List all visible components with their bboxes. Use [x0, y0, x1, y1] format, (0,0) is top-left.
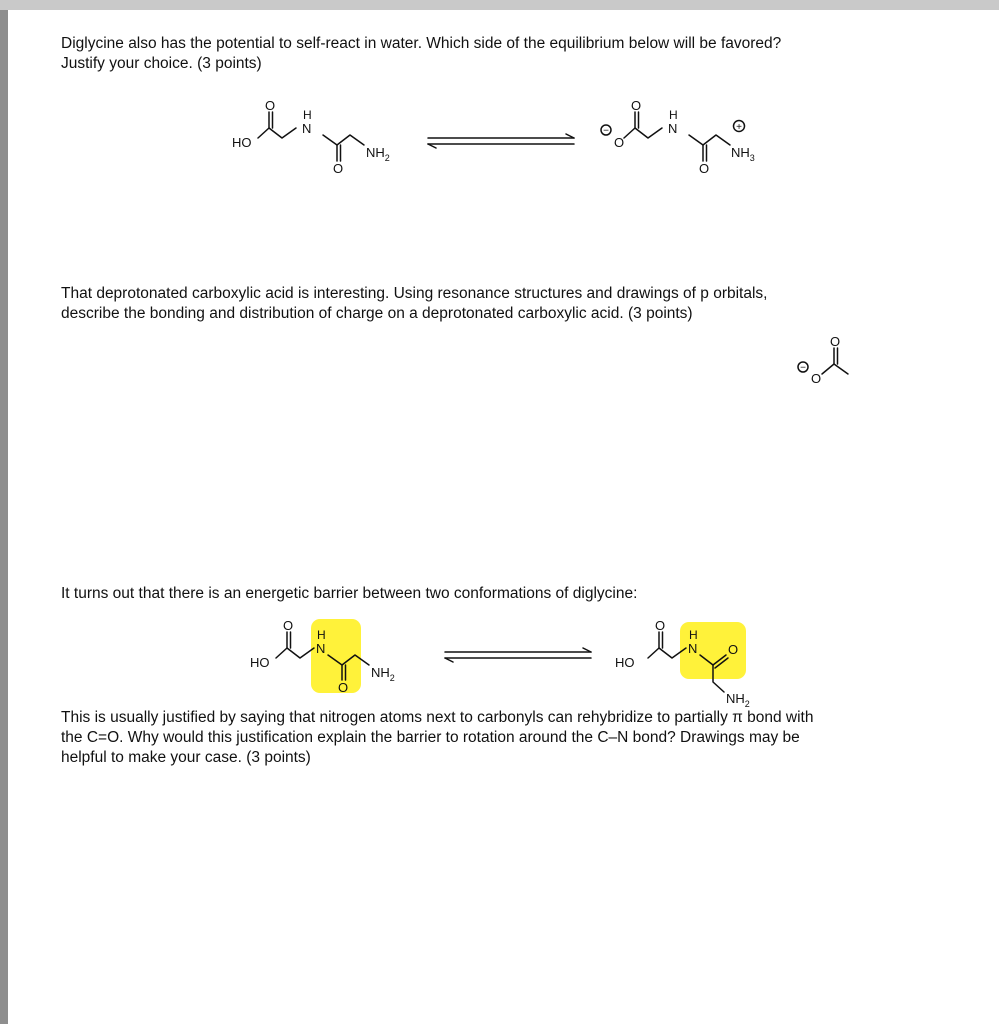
document-page: [8, 10, 999, 1024]
question-3-intro: It turns out that there is an energetic barrier between two conformations of diglycine:: [61, 585, 638, 602]
carboxylate-oxygen-label: O: [614, 135, 625, 150]
amide-oxygen-label-4: O: [728, 642, 739, 657]
question-3-line-3: helpful to make your case. (3 points): [61, 749, 311, 766]
acetate-carbonyl-oxygen-label: O: [830, 334, 841, 349]
carbonyl-oxygen-label-2: O: [631, 98, 642, 113]
amide-hydrogen-label-2: H: [669, 108, 678, 122]
equilibrium-arrow-2: [445, 648, 591, 662]
question-1-line-1: Diglycine also has the potential to self-react in water. Which side of the equilibrium below will be favored?: [61, 35, 782, 52]
acetate-oxygen-label: O: [811, 371, 822, 386]
question-1-line-2: Justify your choice. (3 points): [61, 55, 262, 72]
amide-oxygen-label-2: O: [699, 161, 710, 176]
amine-label-3: $NH_2$: [371, 665, 395, 683]
amide-nitrogen-label: N: [302, 121, 312, 136]
chemistry-drawings: [8, 10, 999, 1024]
hydroxyl-label: HO: [232, 135, 252, 150]
amine-label: $NH_2$: [366, 145, 390, 163]
window-top-strip: [0, 0, 999, 10]
question-3-line-1: This is usually justified by saying that nitrogen atoms next to carbonyls can rehybridize to partially π bond with: [61, 709, 814, 726]
diglycine-conformer-trans: [250, 618, 395, 695]
question-2-line-1: That deprotonated carboxylic acid is interesting. Using resonance structures and drawings of p orbitals,: [61, 285, 768, 302]
hydroxyl-label-4: HO: [615, 655, 635, 670]
amide-hydrogen-label-3: H: [317, 628, 326, 642]
amide-hydrogen-label: H: [303, 108, 312, 122]
ammonium-positive-charge: +: [736, 122, 742, 133]
diglycine-zwitterion-structure: [601, 98, 755, 176]
amide-hydrogen-label-4: H: [689, 628, 698, 642]
amine-label-4: $NH_2$: [726, 691, 750, 709]
ammonium-label: $NH_3$: [731, 145, 755, 163]
amide-nitrogen-label-4: N: [688, 641, 698, 656]
amide-oxygen-label-3: O: [338, 680, 349, 695]
diglycine-neutral-structure: [232, 98, 390, 176]
hydroxyl-label-3: HO: [250, 655, 270, 670]
amide-oxygen-label: O: [333, 161, 344, 176]
carboxylate-negative-charge: −: [603, 125, 609, 137]
equilibrium-arrow-1: [428, 134, 574, 148]
carbonyl-oxygen-label: O: [265, 98, 276, 113]
diglycine-conformer-cis: [615, 618, 750, 709]
acetate-negative-charge: −: [800, 362, 806, 374]
carbonyl-oxygen-label-4: O: [655, 618, 666, 633]
question-2-line-2: describe the bonding and distribution of charge on a deprotonated carboxylic acid. (3 points): [61, 305, 693, 322]
carbonyl-oxygen-label-3: O: [283, 618, 294, 633]
amide-nitrogen-label-3: N: [316, 641, 326, 656]
amide-nitrogen-label-2: N: [668, 121, 678, 136]
acetate-structure: [798, 334, 848, 386]
question-3-line-2: the C=O. Why would this justification explain the barrier to rotation around the C–N bond? Drawings may be: [61, 729, 800, 746]
